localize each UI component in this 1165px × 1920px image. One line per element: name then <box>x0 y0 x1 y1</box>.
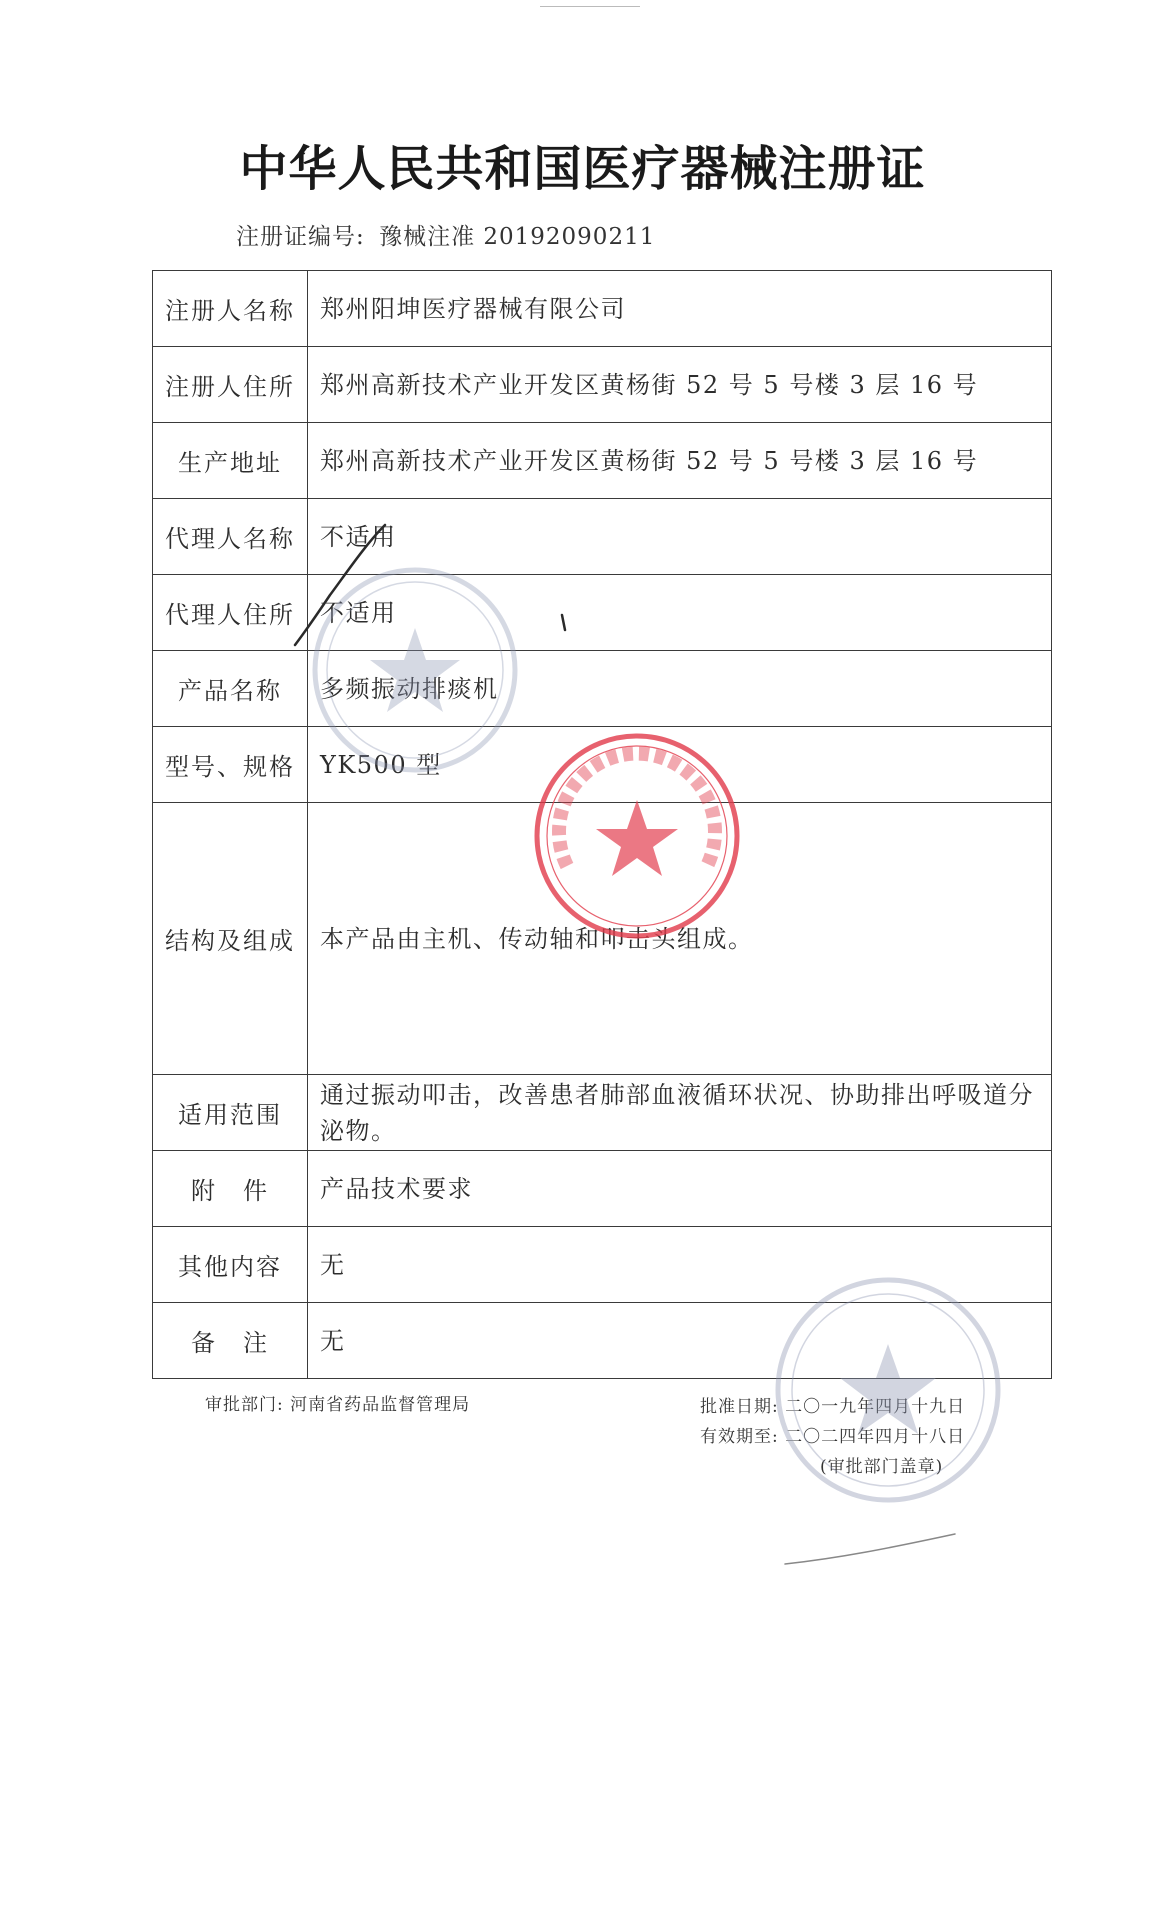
row-label-attachment: 附 件 <box>153 1151 308 1227</box>
table-row <box>153 347 1052 423</box>
table-row <box>153 1151 1052 1227</box>
row-label-scope: 适用范围 <box>153 1075 308 1151</box>
table-row <box>153 271 1052 347</box>
approval-department: 审批部门: 河南省药品监督管理局 <box>205 1395 471 1415</box>
row-label-structure: 结构及组成 <box>153 803 308 1075</box>
table-row <box>153 1303 1052 1379</box>
row-value-production-address: 郑州高新技术产业开发区黄杨街 52 号 5 号楼 3 层 16 号 <box>308 423 1052 499</box>
table-row <box>153 423 1052 499</box>
row-value-remarks: 无 <box>308 1303 1052 1379</box>
table-row <box>153 575 1052 651</box>
row-value-structure: 本产品由主机、传动轴和叩击头组成。 <box>308 803 1052 1075</box>
row-value-scope: 通过振动叩击，改善患者肺部血液循环状况、协助排出呼吸道分泌物。 <box>308 1075 1052 1151</box>
registration-number-line <box>236 218 655 251</box>
approval-date: 批准日期: 二〇一九年四月十九日 <box>700 1397 966 1417</box>
row-value-other: 无 <box>308 1227 1052 1303</box>
registration-number-value: 豫械注准 20192090211 <box>379 224 656 250</box>
row-value-attachment: 产品技术要求 <box>308 1151 1052 1227</box>
table-row <box>153 1075 1052 1151</box>
row-value-registrant-address: 郑州高新技术产业开发区黄杨街 52 号 5 号楼 3 层 16 号 <box>308 347 1052 423</box>
table-row <box>153 651 1052 727</box>
row-label-model-spec: 型号、规格 <box>153 727 308 803</box>
row-label-agent-name: 代理人名称 <box>153 499 308 575</box>
page-title: 中华人民共和国医疗器械注册证 <box>239 141 926 197</box>
row-value-product-name: 多频振动排痰机 <box>308 651 1052 727</box>
table-row <box>153 499 1052 575</box>
top-edge-mark <box>540 6 640 7</box>
approval-dates <box>700 1392 1020 1482</box>
row-value-model-spec: YK500 型 <box>308 727 1052 803</box>
bottom-pen-stroke <box>780 1530 960 1570</box>
valid-until-date: 有效期至: 二〇二四年四月十八日 <box>700 1427 966 1447</box>
row-label-other: 其他内容 <box>153 1227 308 1303</box>
table-row <box>153 1227 1052 1303</box>
row-value-agent-name: 不适用 <box>308 499 1052 575</box>
table-row <box>153 803 1052 1075</box>
registration-number-label: 注册证编号: <box>236 224 365 250</box>
row-label-agent-address: 代理人住所 <box>153 575 308 651</box>
row-value-agent-address: 不适用 <box>308 575 1052 651</box>
row-label-production-address: 生产地址 <box>153 423 308 499</box>
row-label-product-name: 产品名称 <box>153 651 308 727</box>
row-label-remarks: 备 注 <box>153 1303 308 1379</box>
row-label-registrant-name: 注册人名称 <box>153 271 308 347</box>
seal-note: (审批部门盖章) <box>820 1457 944 1477</box>
certificate-table <box>152 270 1052 1379</box>
row-value-registrant-name: 郑州阳坤医疗器械有限公司 <box>308 271 1052 347</box>
table-row <box>153 727 1052 803</box>
row-label-registrant-address: 注册人住所 <box>153 347 308 423</box>
